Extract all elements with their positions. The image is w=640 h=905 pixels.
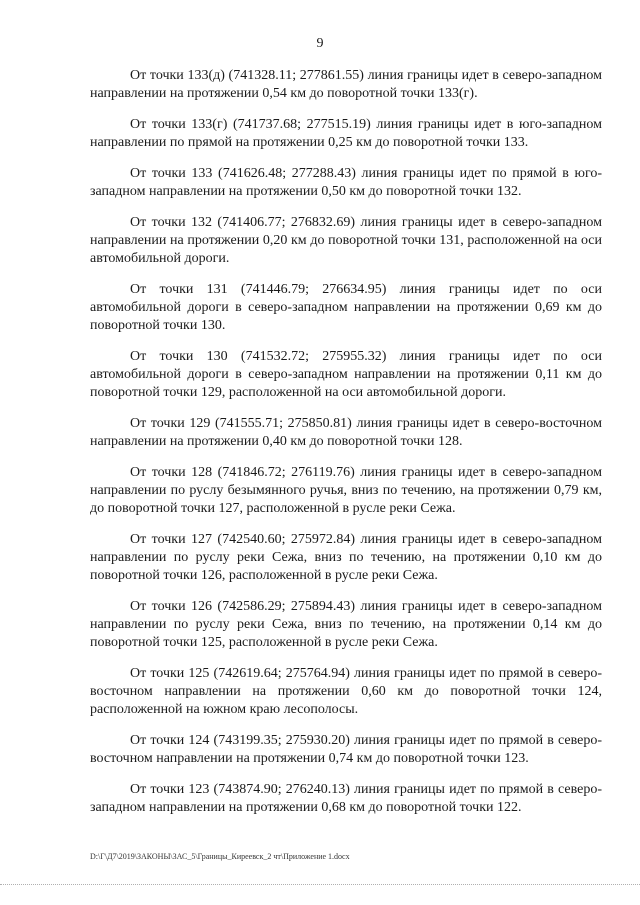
scan-artifact-divider — [0, 884, 640, 885]
paragraph-point-125: От точки 125 (742619.64; 275764.94) линия границы идет по прямой в северо-восточном направлении на протяжении 0,60 км до поворотной точки 124, расположенной на южном краю лесополосы. — [90, 666, 602, 717]
paragraph-point-129: От точки 129 (741555.71; 275850.81) линия границы идет в северо-восточном направлении на протяжении 0,40 км до поворотной точки 128. — [90, 416, 602, 449]
paragraph-point-133: От точки 133 (741626.48; 277288.43) линия границы идет по прямой в юго-западном направлении на протяжении 0,50 км до поворотной точки 132. — [90, 166, 602, 199]
footer-file-path: D:\Г\Д7\2019\ЗАКОНЫ\ЗАС_5\Границы_Киреевск_2 чт\Приложение 1.docx — [90, 852, 350, 861]
paragraph-point-123: От точки 123 (743874.90; 276240.13) линия границы идет по прямой в северо-западном направлении на протяжении 0,68 км до поворотной точки 122. — [90, 782, 602, 815]
paragraph-point-127: От точки 127 (742540.60; 275972.84) линия границы идет в северо-западном направлении по руслу реки Сежа, вниз по течению, на протяжении 0,10 км до поворотной точки 126, расположенной в русле реки Сежа. — [90, 532, 602, 583]
paragraph-point-124: От точки 124 (743199.35; 275930.20) линия границы идет по прямой в северо-восточном направлении на протяжении 0,74 км до поворотной точки 123. — [90, 733, 602, 766]
paragraph-point-133d: От точки 133(д) (741328.11; 277861.55) линия границы идет в северо-западном направлении на протяжении 0,54 км до поворотной точки 133(г). — [90, 68, 602, 101]
paragraph-point-132: От точки 132 (741406.77; 276832.69) линия границы идет в северо-западном направлении на протяжении 0,20 км до поворотной точки 131, расположенной на оси автомобильной дороги. — [90, 215, 602, 266]
paragraph-point-128: От точки 128 (741846.72; 276119.76) линия границы идет в северо-западном направлении по руслу безымянного ручья, вниз по течению, на протяжении 0,79 км, до поворотной точки 127, расположенной в русле реки Сежа. — [90, 465, 602, 516]
page-number: 9 — [316, 36, 324, 51]
document-body — [90, 67, 602, 830]
paragraph-point-130: От точки 130 (741532.72; 275955.32) линия границы идет по оси автомобильной дороги в северо-западном направлении на протяжении 0,11 км до поворотной точки 129, расположенной на оси автомобильной дороги. — [90, 349, 602, 400]
paragraph-point-133g: От точки 133(г) (741737.68; 277515.19) линия границы идет в юго-западном направлении по прямой на протяжении 0,25 км до поворотной точки 133. — [90, 117, 602, 150]
paragraph-point-126: От точки 126 (742586.29; 275894.43) линия границы идет в северо-западном направлении по руслу реки Сежа, вниз по течению, на протяжении 0,14 км до поворотной точки 125, расположенной в русле реки Сежа. — [90, 599, 602, 650]
paragraph-point-131: От точки 131 (741446.79; 276634.95) линия границы идет по оси автомобильной дороги в северо-западном направлении на протяжении 0,69 км до поворотной точки 130. — [90, 282, 602, 333]
